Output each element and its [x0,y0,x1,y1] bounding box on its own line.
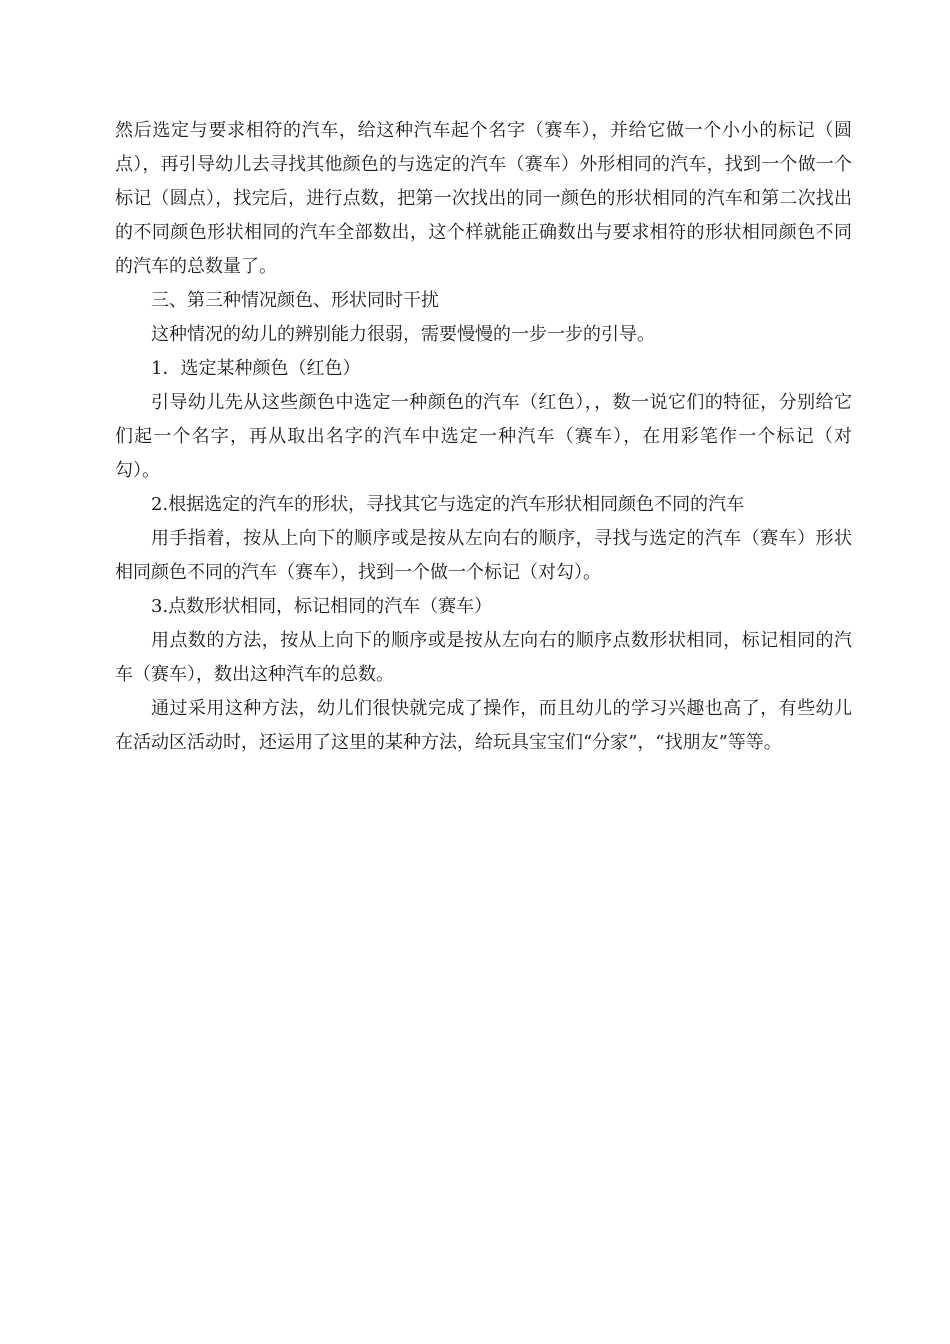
step-heading-1: 1．选定某种颜色（红色） [151,358,361,379]
paragraph-step-3: 用点数的方法，按从上向下的顺序或是按从左向右的顺序点数形状相同，标记相同的汽车（赛车），数出这种汽车的总数。 [115,630,852,685]
paragraph-step-1: 引导幼儿先从这些颜色中选定一种颜色的汽车（红色），，数一说它们的特征，分别给它们起一个名字，再从取出名字的汽车中选定一种汽车（赛车），在用彩笔作一个标记（对勾）。 [115,392,852,481]
section-heading-three: 三、第三种情况颜色、形状同时干扰 [151,290,439,311]
paragraph-intro: 这种情况的幼儿的辨别能力很弱，需要慢慢的一步一步的引导。 [151,324,655,345]
paragraph-continuation: 然后选定与要求相符的汽车，给这种汽车起个名字（赛车），并给它做一个小小的标记（圆点），再引导幼儿去寻找其他颜色的与选定的汽车（赛车）外形相同的汽车，找到一个做一个标记（圆点），找完后，进行点数，把第一次找出的同一颜色的形状相同的汽车和第二次找出的不同颜色形状相同的汽车全部数出，这个样就能正确数出与要求相符的形状相同颜色不同的汽车的总数量了。 [115,120,852,277]
step-heading-2: 2.根据选定的汽车的形状，寻找其它与选定的汽车形状相同颜色不同的汽车 [151,494,745,515]
document-body [115,114,852,760]
step-heading-3: 3.点数形状相同，标记相同的汽车（赛车） [151,596,493,617]
paragraph-step-2: 用手指着，按从上向下的顺序或是按从左向右的顺序，寻找与选定的汽车（赛车）形状相同颜色不同的汽车（赛车），找到一个做一个标记（对勾）。 [115,528,852,583]
paragraph-conclusion: 通过采用这种方法，幼儿们很快就完成了操作，而且幼儿的学习兴趣也高了，有些幼儿在活动区活动时，还运用了这里的某种方法，给玩具宝宝们“分家”，“找朋友”等等。 [115,698,852,753]
